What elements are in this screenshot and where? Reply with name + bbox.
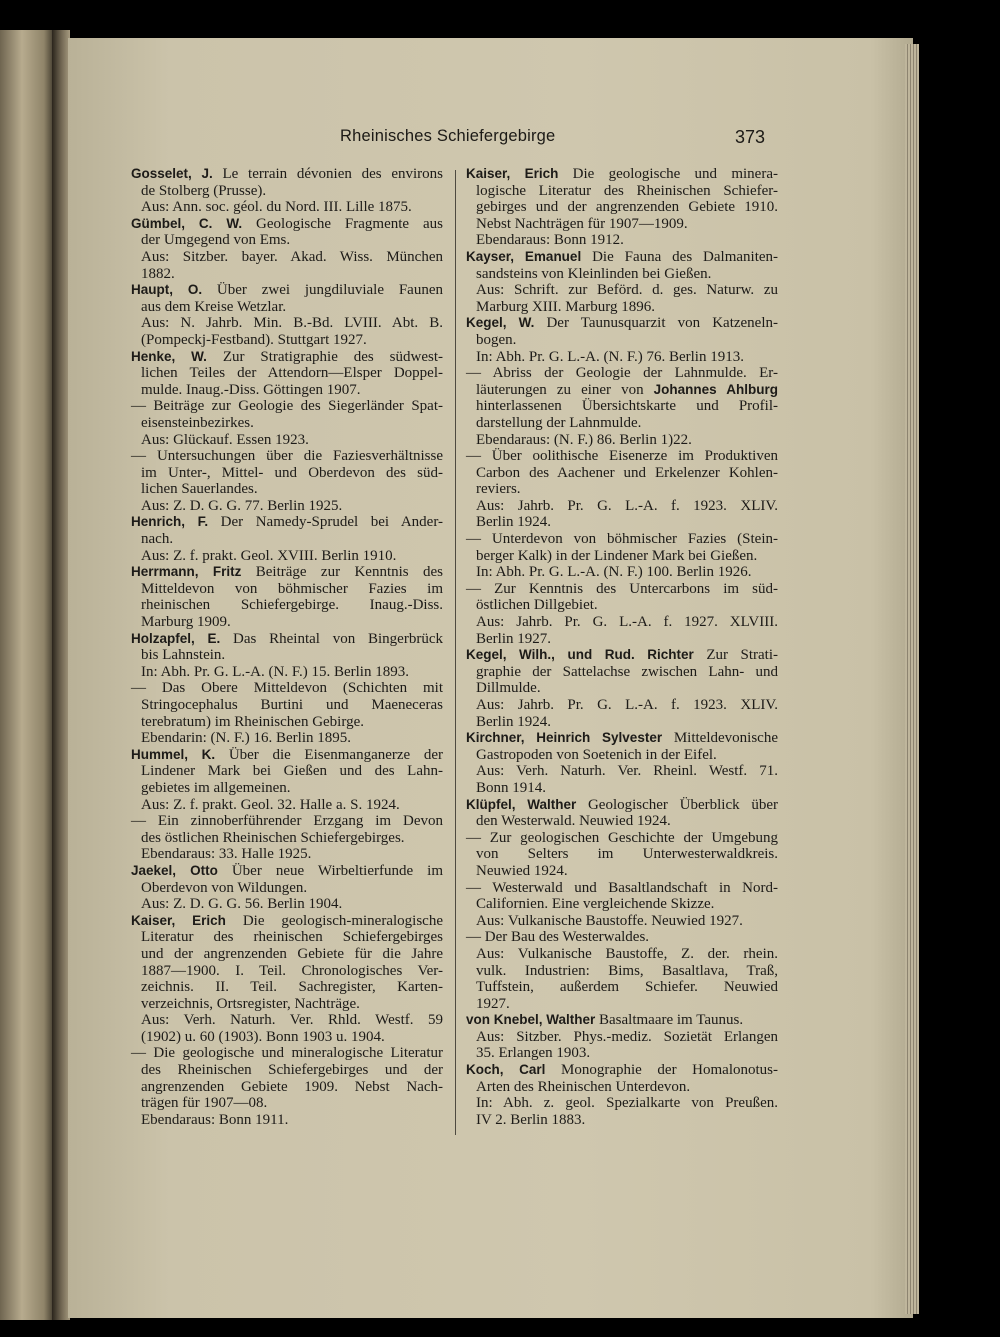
entry-line: [466, 763, 778, 780]
entry-line: [131, 763, 443, 780]
page-title: Rheinisches Schiefergebirge: [340, 127, 556, 145]
author-name: Kegel, Wilh., und Rud. Richter: [466, 647, 694, 663]
entry-text: Das Rheintal von Bingerbrück: [220, 630, 443, 647]
entry-head-line: [466, 730, 778, 747]
author-name: Hummel, K.: [131, 746, 216, 762]
entry-line: [131, 365, 443, 382]
entry-text: IV 2. Berlin 1883.: [476, 1111, 586, 1128]
entry-text: sandsteins von Kleinlinden bei Gießen.: [476, 265, 712, 282]
entry-text: von Selters im Unterwesterwaldkreis.: [476, 846, 778, 863]
entry-text: Ebendarin: (N. F.) 16. Berlin 1895.: [141, 730, 352, 747]
entry-text: Aus: Verh. Naturh. Ver. Rheinl. Westf. 71.: [476, 763, 778, 780]
author-name: Holzapfel, E.: [131, 630, 221, 646]
entry-line: [466, 946, 778, 963]
entry-text: Lindener Mark bei Gießen und des Lahn-: [141, 763, 443, 780]
entry-line: [131, 797, 443, 814]
entry-text: Literatur des rheinischen Schiefergebirges: [141, 929, 443, 946]
entry-text: Die geologisch-mineralogische: [225, 912, 443, 929]
entry-text: des östlichen Rheinischen Schiefergebirges.: [141, 829, 405, 846]
entry-line: [466, 465, 778, 482]
entry-head-line: [131, 564, 443, 581]
entry-text: aus dem Kreise Wetzlar.: [141, 298, 287, 315]
left-column: [131, 166, 443, 1128]
entry-line: [131, 929, 443, 946]
entry-line: [131, 299, 443, 316]
entry-text: vulk. Industrien: Bims, Basaltlava, Traß,: [476, 962, 778, 979]
facing-page-edge: [0, 30, 55, 1320]
entry-head-line: [131, 166, 443, 183]
entry-line: [131, 1095, 443, 1112]
entry-line: [466, 498, 778, 515]
entry-line: [466, 432, 778, 449]
page-number: 373: [735, 127, 766, 147]
entry-text: terebratum) im Rheinischen Gebirge.: [141, 713, 364, 730]
author-name: Henrich, F.: [131, 514, 209, 530]
entry-line: [131, 647, 443, 664]
entry-line: [131, 481, 443, 498]
entry-head-line: [131, 631, 443, 648]
entry-text: Basaltmaare im Taunus.: [595, 1012, 744, 1029]
author-name: Jaekel, Otto: [131, 862, 218, 878]
entry-line: [131, 946, 443, 963]
entry-line: [131, 813, 443, 830]
column-divider: [455, 170, 456, 1135]
entry-text: 1927.: [476, 995, 510, 1012]
entry-line: [466, 614, 778, 631]
entry-text: Gastropoden von Soetenich in der Eifel.: [476, 746, 717, 763]
entry-text: Aus: Z. D. G. G. 56. Berlin 1904.: [141, 896, 343, 913]
entry-line: [131, 1079, 443, 1096]
entry-text: Carbon des Aachener und Erkelenzer Kohlen-: [476, 464, 778, 481]
entry-line: [131, 398, 443, 415]
entry-text: In: Abh. z. geol. Spezialkarte von Preußen.: [476, 1095, 778, 1112]
entry-line: [466, 747, 778, 764]
entry-text: hinterlassenen Übersichtskarte und Profil-: [476, 398, 778, 415]
entry-line: [466, 863, 778, 880]
entry-line: [131, 714, 443, 731]
entry-line: [131, 680, 443, 697]
author-name: Gümbel, C. W.: [131, 215, 243, 231]
entry-line: [466, 199, 778, 216]
entry-text: Mitteldevon von böhmischer Fazies im: [141, 580, 443, 597]
entry-text: Aus: Ann. soc. géol. du Nord. III. Lille 1875.: [141, 199, 412, 216]
entry-line: [131, 465, 443, 482]
entry-line: [466, 1029, 778, 1046]
entry-text: Über zwei jungdiluviale Faunen: [202, 282, 443, 299]
entry-line: [466, 548, 778, 565]
entry-line: [131, 432, 443, 449]
entry-line: [131, 1012, 443, 1029]
entry-text: — Zur geologischen Geschichte der Umgebung: [466, 829, 778, 846]
entry-line: [131, 249, 443, 266]
entry-text: — Abriss der Geologie der Lahnmulde. Er-: [466, 365, 778, 382]
entry-line: [466, 830, 778, 847]
entry-line: [466, 564, 778, 581]
author-name: Kegel, W.: [466, 315, 535, 331]
entry-text: Ebendaraus: (N. F.) 86. Berlin 1)22.: [476, 431, 692, 448]
entry-text: Aus: Jahrb. Pr. G. L.-A. f. 1927. XLVIII.: [476, 614, 778, 631]
entry-text: In: Abh. Pr. G. L.-A. (N. F.) 76. Berlin 1913.: [476, 348, 744, 365]
entry-line: [466, 282, 778, 299]
entry-text: 1887—1900. I. Teil. Chronologisches Ver-: [141, 962, 443, 979]
entry-text: In: Abh. Pr. G. L.-A. (N. F.) 100. Berlin 1926.: [476, 564, 752, 581]
entry-line: [466, 597, 778, 614]
author-name: von Knebel, Walther: [466, 1012, 596, 1028]
entry-text: — Beiträge zur Geologie des Siegerländer Spat-: [131, 398, 443, 415]
entry-line: [466, 680, 778, 697]
entry-line: [466, 299, 778, 316]
entry-text: Aus: Verh. Naturh. Ver. Rhld. Westf. 59: [141, 1012, 443, 1029]
entry-head-line: [131, 216, 443, 233]
entry-text: Marburg 1909.: [141, 614, 231, 631]
entry-text: graphie der Sattelachse zwischen Lahn- und: [476, 663, 778, 680]
entry-text: angrenzenden Gebiete 1909. Nebst Nach-: [141, 1078, 443, 1095]
entry-line: [131, 1112, 443, 1129]
entry-line: [466, 332, 778, 349]
entry-line: [131, 448, 443, 465]
entry-text: Aus: Z. f. prakt. Geol. 32. Halle a. S. 1924.: [141, 796, 400, 813]
entry-line: [466, 1112, 778, 1129]
entry-line: [466, 880, 778, 897]
entry-line: [466, 216, 778, 233]
entry-text: Stringocephalus Burtini und Maeneceras: [141, 697, 443, 713]
person-name: Johannes Ahlburg: [653, 381, 778, 397]
entry-text: Dillmulde.: [476, 680, 541, 697]
entry-line: [131, 498, 443, 515]
entry-text: Aus: Sitzber. bayer. Akad. Wiss. München: [141, 248, 443, 265]
entry-text: Oberdevon von Wildungen.: [141, 879, 308, 896]
entry-text: berger Kalk) in der Lindener Mark bei Gießen.: [476, 547, 758, 564]
entry-text: den Westerwald. Neuwied 1924.: [476, 813, 671, 830]
entry-text: Berlin 1924.: [476, 514, 551, 531]
entry-line: [466, 415, 778, 432]
entry-text: Aus: Sitzber. Phys.-mediz. Sozietät Erlangen: [476, 1028, 778, 1045]
entry-text: östlichen Dillgebiet.: [476, 597, 598, 614]
entry-text: Über neue Wirbeltierfunde im: [217, 862, 443, 879]
entry-head-line: [131, 913, 443, 930]
entry-line: [131, 996, 443, 1013]
entry-head-line: [131, 863, 443, 880]
entry-text: — Westerwald und Basaltlandschaft in Nord-: [466, 879, 778, 896]
entry-line: [466, 979, 778, 996]
entry-text: Nebst Nachträgen für 1907—1909.: [476, 215, 688, 232]
entry-text: Aus: Glückauf. Essen 1923.: [141, 431, 309, 448]
entry-line: [131, 382, 443, 399]
entry-text: Monographie der Homalonotus-: [545, 1062, 778, 1079]
entry-line: [131, 1045, 443, 1062]
entry-text: Aus: Z. D. G. G. 77. Berlin 1925.: [141, 497, 343, 514]
entry-text: Aus: Vulkanische Baustoffe. Neuwied 1927.: [476, 912, 743, 929]
page-stack-edges: [905, 44, 919, 1314]
entry-line: [466, 531, 778, 548]
entry-text: Über die Eisenmanganerze der: [215, 746, 443, 763]
entry-text: Aus: Vulkanische Baustoffe, Z. der. rhein.: [476, 945, 778, 962]
entry-text: Aus: Jahrb. Pr. G. L.-A. f. 1923. XLIV.: [476, 497, 778, 514]
entry-text: lichen Teiles der Attendorn—Elsper Doppel-: [141, 365, 443, 382]
entry-line: [131, 315, 443, 332]
entry-head-line: [466, 249, 778, 266]
entry-text: lichen Sauerlandes.: [141, 481, 258, 498]
entry-line: [131, 979, 443, 996]
entry-text: läuterungen zu einer von: [476, 381, 654, 398]
entry-text: verzeichnis, Ortsregister, Nachträge.: [141, 995, 360, 1012]
entry-line: [131, 664, 443, 681]
entry-text: — Über oolithische Eisenerze im Produktiven: [466, 448, 778, 465]
entry-line: [131, 1062, 443, 1079]
entry-line: [131, 548, 443, 565]
entry-line: [131, 730, 443, 747]
entry-text: und der angrenzenden Gebiete für die Jahre: [141, 945, 443, 962]
entry-line: [466, 266, 778, 283]
entry-line: [131, 697, 443, 714]
entry-text: Geologische Fragmente aus: [242, 215, 443, 232]
entry-line: [131, 581, 443, 598]
author-name: Kaiser, Erich: [466, 166, 559, 181]
author-name: Herrmann, Fritz: [131, 564, 242, 580]
entry-line: [466, 813, 778, 830]
author-name: Haupt, O.: [131, 282, 203, 298]
entry-text: Die geologische und minera-: [558, 166, 778, 182]
entry-line: [131, 780, 443, 797]
entry-head-line: [131, 514, 443, 531]
entry-text: 35. Erlangen 1903.: [476, 1045, 591, 1062]
entry-line: [466, 929, 778, 946]
entry-line: [466, 514, 778, 531]
author-name: Henke, W.: [131, 348, 207, 364]
entry-text: darstellung der Lahnmulde.: [476, 414, 642, 431]
entry-line: [466, 398, 778, 415]
entry-line: [131, 597, 443, 614]
entry-text: gebietes im allgemeinen.: [141, 779, 291, 796]
entry-line: [131, 880, 443, 897]
author-name: Kirchner, Heinrich Sylvester: [466, 730, 663, 746]
entry-text: Berlin 1927.: [476, 630, 551, 647]
entry-text: bogen.: [476, 331, 517, 348]
entry-line: [466, 996, 778, 1013]
entry-line: [131, 614, 443, 631]
entry-text: Aus: N. Jahrb. Min. B.-Bd. LVIII. Abt. B.: [141, 315, 443, 332]
entry-text: — Die geologische und mineralogische Literatur: [131, 1045, 443, 1062]
entry-text: gebirges und der angrenzenden Gebiete 1910.: [476, 199, 778, 216]
entry-line: [466, 963, 778, 980]
entry-head-line: [466, 315, 778, 332]
entry-text: 1882.: [141, 265, 175, 282]
entry-line: [466, 664, 778, 681]
entry-text: Le terrain dévonien des environs: [212, 166, 443, 182]
entry-head-line: [466, 1062, 778, 1079]
entry-line: [466, 232, 778, 249]
entry-line: [131, 896, 443, 913]
entry-text: des Rheinischen Schiefergebirges und der: [141, 1062, 443, 1079]
entry-head-line: [466, 1012, 778, 1029]
entry-text: zeichnis. II. Teil. Sachregister, Karten-: [141, 979, 443, 996]
entry-text: Ebendaraus: Bonn 1911.: [141, 1111, 289, 1128]
entry-text: Aus: Z. f. prakt. Geol. XVIII. Berlin 1910.: [141, 547, 397, 564]
entry-line: [466, 1079, 778, 1096]
entry-line: [131, 830, 443, 847]
entry-line: [131, 332, 443, 349]
author-name: Klüpfel, Walther: [466, 796, 577, 812]
entry-text: — Untersuchungen über die Faziesverhältnisse: [131, 448, 443, 465]
entry-line: [131, 199, 443, 216]
entry-text: reviers.: [476, 481, 521, 498]
entry-text: logische Literatur des Rheinischen Schiefer-: [476, 182, 778, 199]
entry-text: Arten des Rheinischen Unterdevon.: [476, 1078, 691, 1095]
entry-text: — Ein zinnoberführender Erzgang im Devon: [131, 813, 443, 830]
running-head: [0, 127, 1000, 151]
entry-text: Zur Stratigraphie des südwest-: [206, 348, 443, 365]
entry-head-line: [466, 166, 778, 183]
entry-line: [466, 365, 778, 382]
entry-text: Die Fauna des Dalmaniten-: [581, 248, 779, 265]
entry-text: Beiträge zur Kenntnis des: [241, 564, 443, 581]
entry-line: [131, 531, 443, 548]
entry-head-line: [466, 797, 778, 814]
right-column: [466, 166, 778, 1128]
entry-line: [466, 896, 778, 913]
entry-line: [466, 581, 778, 598]
entry-line: [466, 913, 778, 930]
entry-line: [466, 183, 778, 200]
entry-line: [466, 846, 778, 863]
author-name: Koch, Carl: [466, 1062, 546, 1078]
entry-text: Aus: Schrift. zur Beförd. d. ges. Naturw. zu: [476, 282, 778, 299]
entry-text: — Unterdevon von böhmischer Fazies (Stein-: [466, 531, 778, 548]
entry-text: Berlin 1924.: [476, 713, 551, 730]
entry-text: Californien. Eine vergleichende Skizze.: [476, 896, 715, 913]
entry-line: [466, 714, 778, 731]
entry-line: [466, 448, 778, 465]
entry-text: rheinischen Schiefergebirge. Inaug.-Diss.: [141, 597, 443, 614]
entry-head-line: [466, 647, 778, 664]
entry-line: [466, 349, 778, 366]
entry-text: mulde. Inaug.-Diss. Göttingen 1907.: [141, 381, 361, 398]
entry-line: [466, 697, 778, 714]
entry-text: im Unter-, Mittel- und Oberdevon des süd-: [141, 464, 443, 481]
entry-text: Aus: Jahrb. Pr. G. L.-A. f. 1923. XLIV.: [476, 697, 778, 713]
entry-text: Geologischer Überblick über: [576, 796, 778, 813]
entry-text: In: Abh. Pr. G. L.-A. (N. F.) 15. Berlin 1893.: [141, 663, 409, 680]
entry-text: (1902) u. 60 (1903). Bonn 1903 u. 1904.: [141, 1028, 385, 1045]
entry-line: [466, 481, 778, 498]
entry-text: Mitteldevonische: [662, 730, 778, 747]
entry-text: eisensteinbezirkes.: [141, 414, 254, 431]
entry-text: Ebendaraus: Bonn 1912.: [476, 232, 624, 249]
entry-text: Der Taunusquarzit von Katzeneln-: [534, 315, 778, 332]
entry-line: [131, 1029, 443, 1046]
entry-line: [131, 266, 443, 283]
entry-text: Bonn 1914.: [476, 779, 547, 796]
entry-line: [466, 382, 778, 399]
entry-line: [131, 963, 443, 980]
entry-head-line: [131, 747, 443, 764]
entry-line: [466, 631, 778, 648]
entry-text: Marburg XIII. Marburg 1896.: [476, 298, 655, 315]
entry-text: Neuwied 1924.: [476, 862, 568, 879]
entry-line: [466, 1045, 778, 1062]
entry-line: [466, 1095, 778, 1112]
entry-text: nach.: [141, 531, 174, 548]
entry-head-line: [131, 349, 443, 366]
entry-text: Ebendaraus: 33. Halle 1925.: [141, 846, 312, 863]
entry-text: (Pompeckj-Festband). Stuttgart 1927.: [141, 331, 367, 348]
author-name: Gosselet, J.: [131, 166, 213, 181]
entry-text: — Zur Kenntnis des Untercarbons im süd-: [466, 580, 778, 597]
entry-line: [131, 846, 443, 863]
entry-text: der Umgegend von Ems.: [141, 232, 291, 249]
entry-line: [131, 232, 443, 249]
author-name: Kaiser, Erich: [131, 912, 226, 928]
entry-head-line: [131, 282, 443, 299]
entry-text: Der Namedy-Sprudel bei Ander-: [208, 514, 444, 531]
entry-text: de Stolberg (Prusse).: [141, 182, 267, 199]
entry-text: bis Lahnstein.: [141, 647, 226, 664]
entry-text: Tuffstein, außerdem Schiefer. Neuwied: [476, 979, 778, 996]
entry-line: [131, 415, 443, 432]
entry-line: [131, 183, 443, 200]
entry-text: — Der Bau des Westerwaldes.: [466, 929, 650, 946]
entry-text: — Das Obere Mitteldevon (Schichten mit: [131, 680, 443, 697]
entry-line: [466, 780, 778, 797]
entry-text: Zur Strati-: [693, 647, 778, 664]
entry-text: trägen für 1907—08.: [141, 1095, 268, 1112]
author-name: Kayser, Emanuel: [466, 248, 582, 264]
